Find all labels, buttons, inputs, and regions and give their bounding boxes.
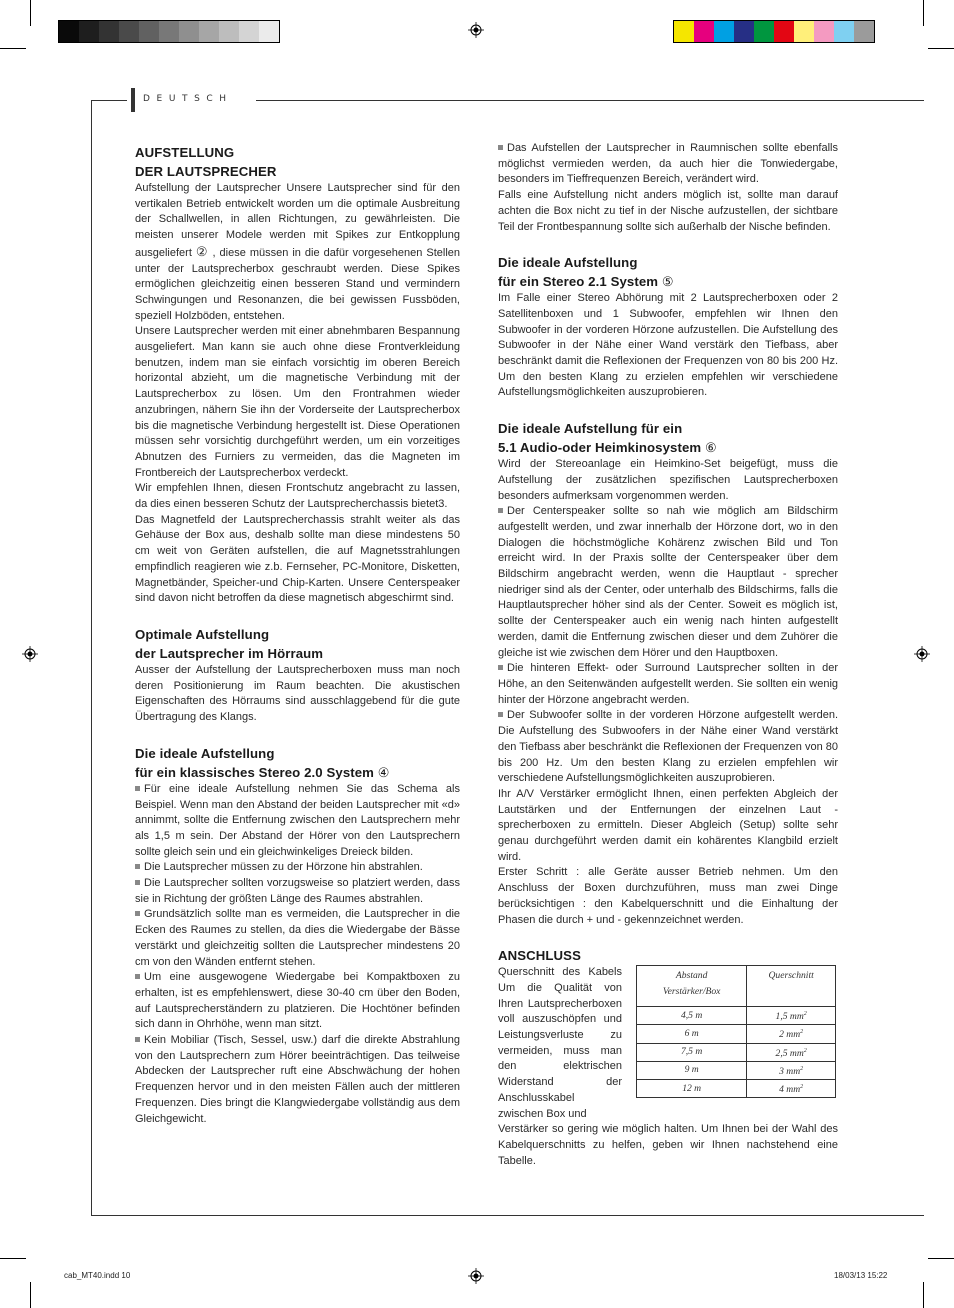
bullet-paragraph: Das Aufstellen der Lautsprecher in Raumnischen sollte ebenfalls möglichst vermieden werden, da auch hier die Tonwiedergabe, besonders im Tieffrequenzen Bereich, verändert wird. bbox=[498, 142, 838, 186]
bullet-paragraph: Für eine ideale Aufstellung nehmen Sie das Schema als Beispiel. Wenn man den Abstand der beiden Lautsprecher mit «d» annimmt, sollte die Entfernung zwischen den Lautsprechern mehr als 1,5 m sein. Der Abstand der Hörer von den Lautsprechern sollte gleich sein und ein gleichwinkeliges Dreieck bilden. bbox=[135, 782, 460, 858]
color-swatch bbox=[814, 21, 834, 42]
language-label: DEUTSCH bbox=[143, 94, 233, 104]
registration-mark-icon bbox=[468, 1268, 484, 1284]
color-swatch bbox=[834, 21, 854, 42]
heading-line: AUFSTELLUNG bbox=[135, 145, 235, 160]
color-swatch bbox=[139, 21, 159, 42]
bullet-icon bbox=[498, 712, 503, 717]
color-swatch bbox=[854, 21, 874, 42]
color-swatch bbox=[179, 21, 199, 42]
crop-mark bbox=[30, 1282, 31, 1308]
footer-datetime: 18/03/13 15:22 bbox=[834, 1271, 888, 1280]
figure-ref: ④ bbox=[377, 764, 390, 780]
section-heading bbox=[498, 419, 838, 457]
heading-line: für ein Stereo 2.1 System bbox=[498, 274, 659, 290]
color-swatch bbox=[79, 21, 99, 42]
figure-ref: ② bbox=[195, 243, 209, 259]
section-heading: ANSCHLUSS bbox=[498, 948, 581, 964]
bullet-icon bbox=[135, 880, 140, 885]
heading-line: 5.1 Audio-oder Heimkinosystem bbox=[498, 440, 702, 456]
table-row bbox=[637, 1007, 836, 1025]
table-cell: 2,5 $mm^2$ bbox=[747, 1043, 836, 1061]
color-swatch bbox=[59, 21, 79, 42]
color-swatch bbox=[199, 21, 219, 42]
crop-mark bbox=[923, 1282, 924, 1308]
color-swatch bbox=[219, 21, 239, 42]
paragraph: Das Magnetfeld der Lautsprecherchassis strahlt weiter als das Gehäuse der Box aus, deshalb sollte man diese mindestens 50 cm weit von Geräten aufstellen, die auf Magnetsstrahlungen empfindlich reagieren wie z.b. Fernseher, PC-Monitore, Disketten, Magnetbänder, Speicher-und Chip-Karten. Unsere Centerspeaker sind davon nicht betroffen da diese magnetisch abgeschirmt sind. bbox=[135, 513, 460, 605]
color-swatch bbox=[714, 21, 734, 42]
frame-line bbox=[91, 100, 92, 1216]
table-cell: 6 m bbox=[637, 1025, 747, 1043]
color-swatch bbox=[674, 21, 694, 42]
table-cell: 3 $mm^2$ bbox=[747, 1061, 836, 1079]
bullet-paragraph: Grundsätzlich sollte man es vermeiden, die Lautsprecher in die Ecken des Raumes zu stellen, da dies die Wiedergabe der Bässe verstärkt und gleichzeitig sollten die Lautsprecher mindestens 20 cm von den Wänden entfernt stehen. bbox=[135, 908, 460, 968]
paragraph: Querschnitt des Kabels Um die Qualität von Ihren Lautsprecherboxen voll auszuschöpfen und Leistungsverluste zu vermeiden, muss man den elektrischen Widerstand der Anschlusskabel zwischen Box und bbox=[498, 966, 622, 1120]
registration-mark-icon bbox=[22, 646, 38, 662]
table-row bbox=[637, 1025, 836, 1043]
color-swatch bbox=[259, 21, 279, 42]
table-row bbox=[637, 1043, 836, 1061]
paragraph: Verstärker so gering wie möglich halten. Um Ihnen bei der Wahl des Kabelquerschnitts zu helfen, geben wir Ihnen nachstehend eine Tabelle. bbox=[498, 1123, 838, 1167]
table-cell: 12 m bbox=[637, 1079, 747, 1097]
bullet-icon bbox=[135, 1037, 140, 1042]
crop-mark bbox=[923, 0, 924, 26]
paragraph: Unsere Lautsprecher werden mit einer abnehmbaren Bespannung ausgeliefert. Man kann sie auch ohne diese Frontverkleidung benutzen, indem man sie einfach vorsichtig im oberen Bereich horizontal abzieht, um die magnetische Verbindung mit der Lautsprecherbox zu lösen. Um den Frontrahmen wieder anzubringen, nähern Sie ihn der Vorderseite der Lautsprecherbox bis die magnetische Verbindung hergestellt ist. Diese Operationen müssen sehr vorsichtig durchgeführt werden, um ein vorzeitiges Abnutzen des Furniers zu vermeiden, das die Magneten im Frontbereich der Lautsprecherbox verdeckt. bbox=[135, 325, 460, 479]
section-heading bbox=[135, 143, 460, 181]
crop-mark bbox=[30, 0, 31, 26]
bullet-paragraph: Kein Mobiliar (Tisch, Sessel, usw.) darf die direkte Abstrahlung von den Lautsprechern zum Hörer beeinträchtigen. Das teilweise Abdecken der Lautsprecher ruft eine Abschwächung der hohen Frequenzen hervor und in den meisten Fällen auch der mittleren Frequenzen. Dies bringt die Klangwiedergabe vollständig aus dem Gleichgewicht. bbox=[135, 1034, 460, 1125]
table-row bbox=[637, 1079, 836, 1097]
section-heading bbox=[498, 253, 838, 291]
left-column bbox=[135, 143, 460, 1127]
table-header-cell: Abstand Verstärker/Box bbox=[637, 966, 747, 1007]
paragraph: Im Falle einer Stereo Abhörung mit 2 Lautsprecherboxen oder 2 Satellitenboxen und 1 Subwoofer, empfehlen wir Ihnen den Subwoofer in der vorderen Hörzone aufzustellen. Die Aufstellung des Subwoofer in der Nähe einer Wand verstärk den Tiefbass, aber beschränkt damit die Reflexionen der Frequenzen von 80 bis 200 Hz. Um den besten Klang zu erzielen empfehlen wir verschiedene Aufstellungsmöglichkeiten auszuprobieren. bbox=[498, 292, 838, 399]
color-bar bbox=[673, 20, 875, 43]
anschluss-block bbox=[498, 965, 838, 1122]
bullet-icon bbox=[498, 145, 503, 150]
crop-mark bbox=[928, 1258, 954, 1259]
color-swatch bbox=[694, 21, 714, 42]
crop-mark bbox=[0, 48, 26, 49]
table-cell: 4,5 m bbox=[637, 1007, 747, 1025]
table-cell: 2 $mm^2$ bbox=[747, 1025, 836, 1043]
paragraph: Ihr A/V Verstärker ermöglicht Ihnen, einen perfekten Abgleich der Lautstärken und der Entfernungen der einzelnen Laut - sprecherboxen zu ermitteln. Dieser Abgleich (Setup) sollte sehr genau durchgeführt werden damit ein kohärentes Klangbild erzielt wird. bbox=[498, 787, 838, 863]
color-swatch bbox=[119, 21, 139, 42]
table-cell: 9 m bbox=[637, 1061, 747, 1079]
paragraph: Ausser der Aufstellung der Lautsprecherboxen muss man noch deren Positionierung im Raum beachten. Die akustischen Eigenschaften des Hörraums sind ausschlaggebend für die gute Übertragung des Klangs. bbox=[135, 663, 460, 724]
bullet-paragraph: Die Lautsprecher müssen zu der Hörzone hin abstrahlen. bbox=[135, 860, 460, 876]
registration-mark-icon bbox=[914, 646, 930, 662]
color-swatch bbox=[239, 21, 259, 42]
table-cell: 1,5 $mm^2$ bbox=[747, 1007, 836, 1025]
crop-mark bbox=[0, 1258, 26, 1259]
heading-line: für ein klassisches Stereo 2.0 System bbox=[135, 764, 375, 780]
footer-file: cab_MT40.indd 10 bbox=[64, 1271, 131, 1280]
bullet-icon bbox=[498, 665, 503, 670]
heading-line: Die ideale Aufstellung bbox=[498, 255, 638, 271]
heading-line: Die ideale Aufstellung für ein bbox=[498, 421, 683, 437]
section-heading bbox=[135, 625, 460, 663]
bullet-icon bbox=[135, 786, 140, 791]
color-swatch bbox=[794, 21, 814, 42]
paragraph: Erster Schritt : alle Geräte ausser Betrieb nehmen. Um den Anschluss der Boxen durchzuführen, muss man zwei Dinge berücksichtigen : den Kabelquerschnitt und die Einhaltung der Phasen die durch + und - gekennzeichnet werden. bbox=[498, 866, 838, 926]
registration-mark-icon bbox=[468, 22, 484, 38]
paragraph: Aufstellung der Lautsprecher Unsere Lautsprecher sind für den vertikalen Betrieb entwickelt worden um die optimale Ausbreitung der Schallwellen, in allen Richtungen, zu gewährleisten. Die meisten unserer Modele werden mit Spikes zur Entkopplung ausgeliefert ② , diese müssen in die dafür vorgesehenen Stellen unter der Lautsprecherbox geschraubt werden. Diese Spikes ermöglichen gleichzeitig einen besseren Stand und vermindern Schwingungen und Resonanzen, die bei gewissen Fussböden, speziell Holzböden, entstehen. bbox=[135, 182, 460, 322]
paragraph: Falls eine Aufstellung nicht anders möglich ist, sollte man darauf achten die Box nicht zu tief in der Nische aufzustellen, der sichtbare Teil der Frontbespannung sollte sich außerhalb der Nische befinden. bbox=[498, 189, 838, 233]
heading-line: der Lautsprecher im Hörraum bbox=[135, 645, 324, 661]
table-cell: 7,5 m bbox=[637, 1043, 747, 1061]
right-column bbox=[498, 141, 838, 1169]
table-cell: 4 $mm^2$ bbox=[747, 1079, 836, 1097]
header-tick bbox=[131, 88, 135, 112]
crop-mark bbox=[928, 48, 954, 49]
bullet-icon bbox=[135, 864, 140, 869]
section-heading bbox=[135, 744, 460, 782]
color-swatch bbox=[159, 21, 179, 42]
figure-ref: ⑤ bbox=[661, 274, 674, 290]
color-swatch bbox=[734, 21, 754, 42]
bullet-paragraph: Die hinteren Effekt- oder Surround Lautsprecher sollten in der Höhe, an den Seitenwänden aufgestellt werden. Sie sollten ein wenig hinter der Hörzone angebracht werden. bbox=[498, 662, 838, 706]
header-rule bbox=[256, 100, 924, 101]
table-row bbox=[637, 1061, 836, 1079]
bullet-paragraph: Die Lautsprecher sollten vorzugsweise so platziert werden, dass sie in Richtung der größten Länge des Raumes abstrahlen. bbox=[135, 877, 460, 905]
frame-line bbox=[91, 100, 127, 101]
heading-line: DER LAUTSPRECHER bbox=[135, 164, 277, 179]
color-swatch bbox=[774, 21, 794, 42]
table-header-row bbox=[637, 966, 836, 1007]
color-swatch bbox=[99, 21, 119, 42]
frame-line bbox=[91, 1215, 924, 1216]
figure-ref: ⑥ bbox=[704, 440, 717, 456]
color-swatch bbox=[754, 21, 774, 42]
bullet-paragraph: Der Centerspeaker sollte so nah wie möglich am Bildschirm aufgestellt werden, und zwar innerhalb der Hörzone dort, wo in den Dialogen die höchstmögliche Kohärenz zwischen Bild und Ton erreicht wird. In der Praxis sollte der Centerspeaker über dem Bildschirm angebracht werden, wenn die Hauptlaut - sprecher niedriger sind als der Center, oder unterhalb des Bildschirms, falls die Hauptlautsprecher höher sind als der Center. Soweit es möglich ist, sollte der Centerspeaker auch ein wenig nach hinten aufgestellt werden, damit die Entfernung zwischen dieser und dem Zuhörer die gleiche ist wie zwischen dem Hörer und den Hauptboxen. bbox=[498, 505, 838, 659]
bullet-icon bbox=[498, 508, 503, 513]
cable-table bbox=[636, 965, 836, 1098]
table-header-cell: Querschnitt bbox=[747, 966, 836, 1007]
paragraph: Wir empfehlen Ihnen, diesen Frontschutz angebracht zu lassen, da dies einen besseren Schutz der Lautsprecherchassis bietet3. bbox=[135, 482, 460, 511]
bullet-paragraph: Um eine ausgewogene Wiedergabe bei Kompaktboxen zu erhalten, ist es empfehlenswert, diese 30-40 cm über den Boden, auf Lautsprecherständern zu platzieren. Die Hochtöner befinden sich dann in Ohrhöhe, wenn man sitzt. bbox=[135, 971, 460, 1031]
grayscale-bar bbox=[58, 20, 280, 43]
heading-line: Die ideale Aufstellung bbox=[135, 745, 275, 761]
bullet-icon bbox=[135, 911, 140, 916]
bullet-icon bbox=[135, 974, 140, 979]
heading-line: Optimale Aufstellung bbox=[135, 626, 270, 642]
bullet-paragraph: Der Subwoofer sollte in der vorderen Hörzone aufgestellt werden. Die Aufstellung des Subwoofers in der Nähe einer Wand verstärkt den Tiefbass aber beschränkt die Reflexionen der Frequenzen von 80 bis 200 Hz. Um den besten Klang zu erzielen empfehlen wir verschiedene Aufstellungsmöglichkeiten auszuprobieren. bbox=[498, 709, 838, 785]
paragraph: Wird der Stereoanlage ein Heimkino-Set beigefügt, muss die Aufstellung der zusätzlichen spezifischen Lautsprecherboxen besonders aufmerksam vorgenommen werden. bbox=[498, 458, 838, 502]
